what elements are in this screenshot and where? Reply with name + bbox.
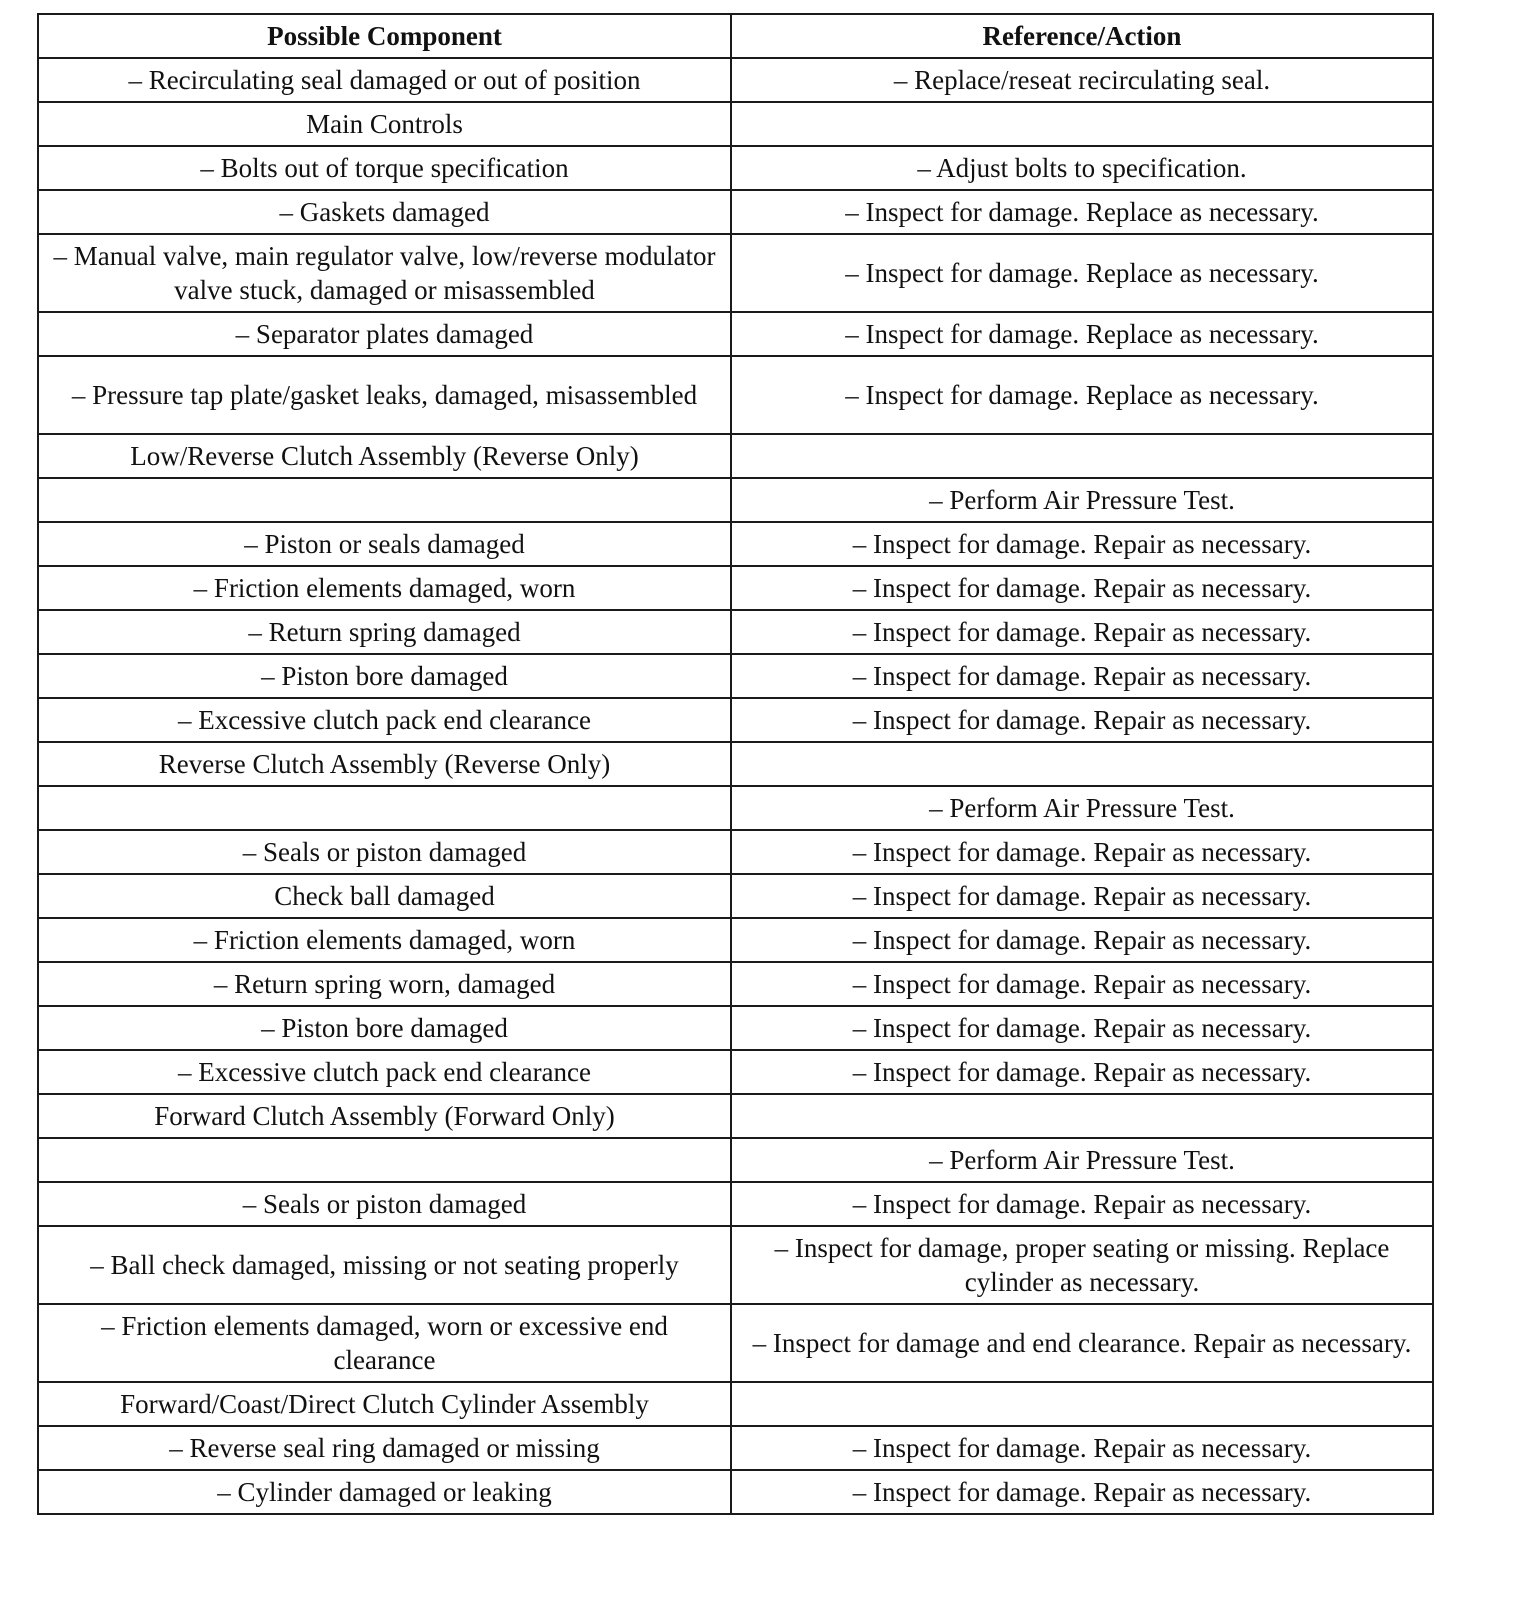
action-cell: – Replace/reseat recirculating seal. bbox=[731, 58, 1433, 102]
action-cell: – Inspect for damage. Replace as necessary. bbox=[731, 190, 1433, 234]
table-row bbox=[38, 102, 1433, 146]
table-row bbox=[38, 654, 1433, 698]
table-row bbox=[38, 312, 1433, 356]
component-cell: Check ball damaged bbox=[38, 874, 731, 918]
table-row bbox=[38, 962, 1433, 1006]
action-cell: – Inspect for damage. Repair as necessary. bbox=[731, 610, 1433, 654]
table-row bbox=[38, 742, 1433, 786]
table-row bbox=[38, 698, 1433, 742]
action-cell: – Inspect for damage. Repair as necessary. bbox=[731, 566, 1433, 610]
action-cell: – Inspect for damage. Repair as necessary. bbox=[731, 1006, 1433, 1050]
table-row bbox=[38, 918, 1433, 962]
component-cell: – Gaskets damaged bbox=[38, 190, 731, 234]
section-heading-cell: Reverse Clutch Assembly (Reverse Only) bbox=[38, 742, 731, 786]
action-cell: – Inspect for damage and end clearance. Repair as necessary. bbox=[731, 1304, 1433, 1382]
component-cell: – Friction elements damaged, worn bbox=[38, 566, 731, 610]
table-row bbox=[38, 1304, 1433, 1382]
header-possible-component: Possible Component bbox=[38, 14, 731, 58]
action-cell: – Inspect for damage. Repair as necessary. bbox=[731, 698, 1433, 742]
component-cell: – Bolts out of torque specification bbox=[38, 146, 731, 190]
table-row bbox=[38, 1094, 1433, 1138]
action-cell: – Inspect for damage. Repair as necessary. bbox=[731, 1470, 1433, 1514]
table-row bbox=[38, 58, 1433, 102]
component-cell: – Reverse seal ring damaged or missing bbox=[38, 1426, 731, 1470]
action-cell: – Inspect for damage. Repair as necessary. bbox=[731, 1426, 1433, 1470]
table-header-row bbox=[38, 14, 1433, 58]
component-cell: – Pressure tap plate/gasket leaks, damaged, misassembled bbox=[38, 356, 731, 434]
section-heading-cell: Main Controls bbox=[38, 102, 731, 146]
action-cell bbox=[731, 102, 1433, 146]
table-row bbox=[38, 522, 1433, 566]
table-row bbox=[38, 190, 1433, 234]
component-cell: – Manual valve, main regulator valve, low/reverse modulator valve stuck, damaged or misassembled bbox=[38, 234, 731, 312]
table-row bbox=[38, 478, 1433, 522]
action-cell: – Perform Air Pressure Test. bbox=[731, 786, 1433, 830]
table-row bbox=[38, 146, 1433, 190]
header-reference-action: Reference/Action bbox=[731, 14, 1433, 58]
table-row bbox=[38, 610, 1433, 654]
table-row bbox=[38, 566, 1433, 610]
action-cell bbox=[731, 742, 1433, 786]
section-heading-cell: Forward/Coast/Direct Clutch Cylinder Assembly bbox=[38, 1382, 731, 1426]
component-cell: – Seals or piston damaged bbox=[38, 1182, 731, 1226]
action-cell: – Inspect for damage. Repair as necessary. bbox=[731, 962, 1433, 1006]
component-cell: – Excessive clutch pack end clearance bbox=[38, 1050, 731, 1094]
diagnosis-table bbox=[37, 13, 1434, 1515]
table-row bbox=[38, 1426, 1433, 1470]
section-heading-cell: Low/Reverse Clutch Assembly (Reverse Only) bbox=[38, 434, 731, 478]
table-row bbox=[38, 874, 1433, 918]
action-cell: – Inspect for damage. Replace as necessary. bbox=[731, 356, 1433, 434]
component-cell: – Return spring worn, damaged bbox=[38, 962, 731, 1006]
table-row bbox=[38, 1382, 1433, 1426]
action-cell: – Inspect for damage. Repair as necessary. bbox=[731, 1182, 1433, 1226]
table-row bbox=[38, 1050, 1433, 1094]
action-cell bbox=[731, 434, 1433, 478]
table-row bbox=[38, 434, 1433, 478]
component-cell: – Seals or piston damaged bbox=[38, 830, 731, 874]
component-cell bbox=[38, 478, 731, 522]
component-cell: – Piston or seals damaged bbox=[38, 522, 731, 566]
table-row bbox=[38, 234, 1433, 312]
component-cell: – Piston bore damaged bbox=[38, 1006, 731, 1050]
table-row bbox=[38, 1226, 1433, 1304]
action-cell: – Perform Air Pressure Test. bbox=[731, 478, 1433, 522]
component-cell: – Return spring damaged bbox=[38, 610, 731, 654]
component-cell: – Piston bore damaged bbox=[38, 654, 731, 698]
action-cell: – Inspect for damage. Repair as necessary. bbox=[731, 918, 1433, 962]
action-cell: – Inspect for damage. Repair as necessary. bbox=[731, 522, 1433, 566]
action-cell: – Inspect for damage. Repair as necessary. bbox=[731, 1050, 1433, 1094]
component-cell: – Excessive clutch pack end clearance bbox=[38, 698, 731, 742]
component-cell: – Ball check damaged, missing or not seating properly bbox=[38, 1226, 731, 1304]
table-row bbox=[38, 1138, 1433, 1182]
action-cell: – Inspect for damage. Repair as necessary. bbox=[731, 654, 1433, 698]
table-row bbox=[38, 1182, 1433, 1226]
component-cell: – Cylinder damaged or leaking bbox=[38, 1470, 731, 1514]
table-row bbox=[38, 1470, 1433, 1514]
section-heading-cell: Forward Clutch Assembly (Forward Only) bbox=[38, 1094, 731, 1138]
component-cell bbox=[38, 786, 731, 830]
component-cell: – Friction elements damaged, worn bbox=[38, 918, 731, 962]
table-row bbox=[38, 786, 1433, 830]
action-cell bbox=[731, 1382, 1433, 1426]
component-cell: – Recirculating seal damaged or out of position bbox=[38, 58, 731, 102]
action-cell: – Inspect for damage. Repair as necessary. bbox=[731, 874, 1433, 918]
action-cell: – Inspect for damage, proper seating or missing. Replace cylinder as necessary. bbox=[731, 1226, 1433, 1304]
action-cell: – Inspect for damage. Replace as necessary. bbox=[731, 234, 1433, 312]
action-cell: – Perform Air Pressure Test. bbox=[731, 1138, 1433, 1182]
action-cell: – Inspect for damage. Repair as necessary. bbox=[731, 830, 1433, 874]
table-row bbox=[38, 830, 1433, 874]
table-row bbox=[38, 1006, 1433, 1050]
action-cell: – Adjust bolts to specification. bbox=[731, 146, 1433, 190]
action-cell: – Inspect for damage. Replace as necessary. bbox=[731, 312, 1433, 356]
action-cell bbox=[731, 1094, 1433, 1138]
component-cell: – Separator plates damaged bbox=[38, 312, 731, 356]
component-cell bbox=[38, 1138, 731, 1182]
component-cell: – Friction elements damaged, worn or excessive end clearance bbox=[38, 1304, 731, 1382]
table-row bbox=[38, 356, 1433, 434]
